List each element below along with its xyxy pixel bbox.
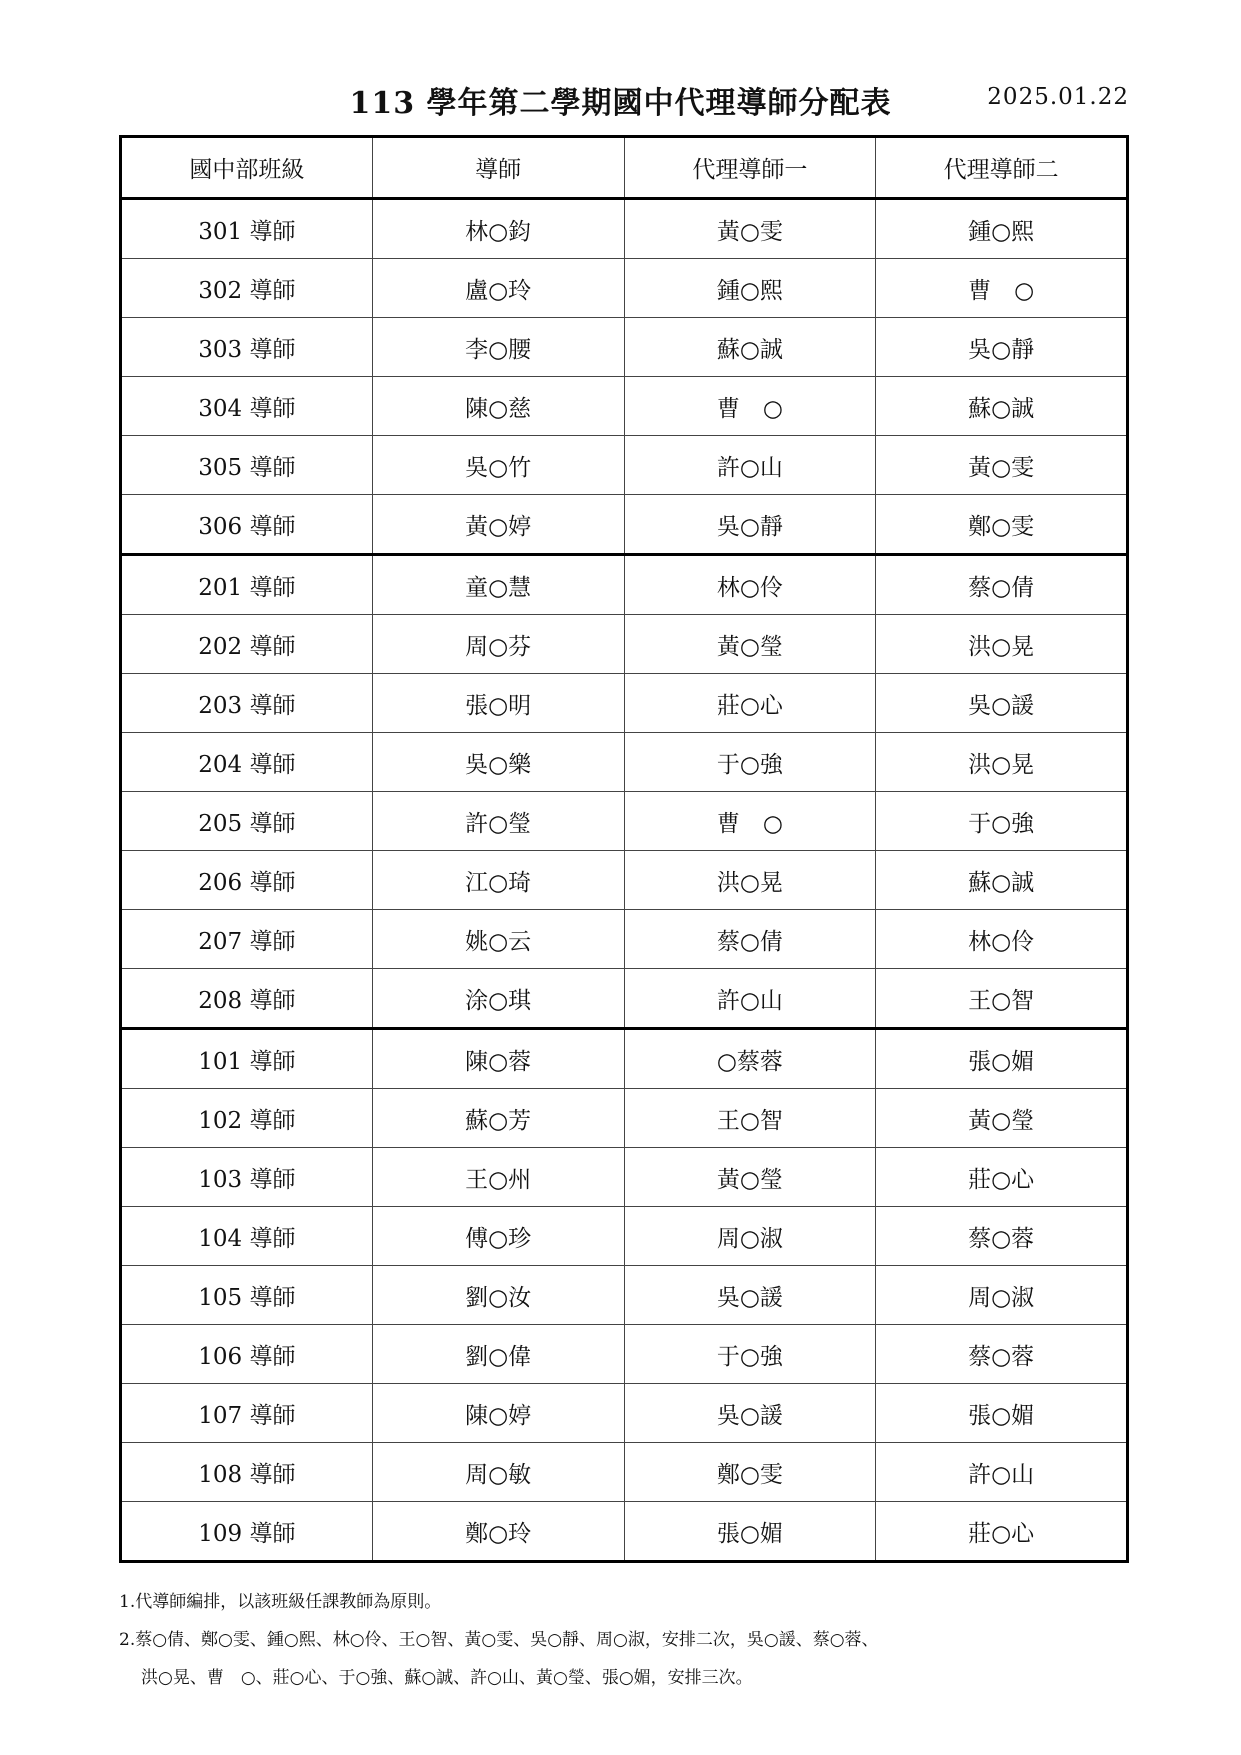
cell-teacher: 周○芬 [372, 615, 624, 674]
table-row [121, 1384, 1128, 1443]
table-row [121, 1325, 1128, 1384]
table-row [121, 377, 1128, 436]
table-row [121, 1266, 1128, 1325]
cell-substitute-two: 曹 ○ [876, 259, 1128, 318]
cell-substitute-two: 蔡○倩 [876, 555, 1128, 615]
table-row [121, 969, 1128, 1029]
cell-class: 207 導師 [121, 910, 373, 969]
cell-class: 208 導師 [121, 969, 373, 1029]
cell-class: 305 導師 [121, 436, 373, 495]
cell-substitute-one: 蘇○誠 [624, 318, 876, 377]
cell-class: 201 導師 [121, 555, 373, 615]
header-substitute-one: 代理導師一 [624, 137, 876, 199]
table-row [121, 1148, 1128, 1207]
table-row [121, 674, 1128, 733]
cell-substitute-one: 黃○瑩 [624, 615, 876, 674]
cell-class: 205 導師 [121, 792, 373, 851]
header-teacher: 導師 [372, 137, 624, 199]
cell-class: 101 導師 [121, 1029, 373, 1089]
note-2-continued: 洪○晃、曹 ○、莊○心、于○強、蘇○誠、許○山、黃○瑩、張○媚，安排三次。 [141, 1668, 753, 1688]
cell-substitute-two: 洪○晃 [876, 615, 1128, 674]
cell-teacher: 許○瑩 [372, 792, 624, 851]
cell-teacher: 李○腰 [372, 318, 624, 377]
cell-class: 303 導師 [121, 318, 373, 377]
cell-class: 103 導師 [121, 1148, 373, 1207]
cell-teacher: 鄭○玲 [372, 1502, 624, 1562]
cell-substitute-one: 吳○靜 [624, 495, 876, 555]
cell-substitute-one: 洪○晃 [624, 851, 876, 910]
table-row [121, 1207, 1128, 1266]
note-1: 1.代導師編排，以該班級任課教師為原則。 [119, 1592, 442, 1612]
cell-teacher: 盧○玲 [372, 259, 624, 318]
cell-teacher: 吳○樂 [372, 733, 624, 792]
cell-teacher: 江○琦 [372, 851, 624, 910]
cell-teacher: 姚○云 [372, 910, 624, 969]
cell-substitute-one: 鍾○熙 [624, 259, 876, 318]
cell-class: 104 導師 [121, 1207, 373, 1266]
cell-substitute-two: 莊○心 [876, 1148, 1128, 1207]
cell-class: 107 導師 [121, 1384, 373, 1443]
cell-substitute-one: 曹 ○ [624, 792, 876, 851]
table-row [121, 1089, 1128, 1148]
cell-substitute-two: 莊○心 [876, 1502, 1128, 1562]
cell-teacher: 周○敏 [372, 1443, 624, 1502]
notes [119, 1583, 1129, 1697]
cell-substitute-one: 王○智 [624, 1089, 876, 1148]
cell-class: 202 導師 [121, 615, 373, 674]
cell-teacher: 傅○珍 [372, 1207, 624, 1266]
table-row [121, 1029, 1128, 1089]
table-row [121, 851, 1128, 910]
note-2: 2.蔡○倩、鄭○雯、鍾○熙、林○伶、王○智、黃○雯、吳○靜、周○淑，安排二次，吳○諼、蔡○蓉、 [119, 1630, 879, 1650]
cell-class: 106 導師 [121, 1325, 373, 1384]
cell-class: 108 導師 [121, 1443, 373, 1502]
table-row [121, 495, 1128, 555]
cell-class: 206 導師 [121, 851, 373, 910]
cell-substitute-two: 吳○諼 [876, 674, 1128, 733]
table-row [121, 436, 1128, 495]
cell-substitute-one: 周○淑 [624, 1207, 876, 1266]
cell-substitute-two: 黃○瑩 [876, 1089, 1128, 1148]
cell-substitute-two: 張○媚 [876, 1029, 1128, 1089]
cell-class: 306 導師 [121, 495, 373, 555]
cell-substitute-one: 曹 ○ [624, 377, 876, 436]
cell-substitute-one: 于○強 [624, 733, 876, 792]
cell-class: 304 導師 [121, 377, 373, 436]
cell-substitute-two: 蘇○誠 [876, 851, 1128, 910]
table-row [121, 615, 1128, 674]
cell-teacher: 蘇○芳 [372, 1089, 624, 1148]
table-row [121, 1443, 1128, 1502]
cell-class: 105 導師 [121, 1266, 373, 1325]
cell-teacher: 涂○琪 [372, 969, 624, 1029]
cell-substitute-one: 許○山 [624, 969, 876, 1029]
cell-substitute-two: 王○智 [876, 969, 1128, 1029]
cell-substitute-two: 吳○靜 [876, 318, 1128, 377]
cell-substitute-one: 林○伶 [624, 555, 876, 615]
table-row [121, 792, 1128, 851]
cell-teacher: 劉○偉 [372, 1325, 624, 1384]
header-substitute-two: 代理導師二 [876, 137, 1128, 199]
cell-teacher: 吳○竹 [372, 436, 624, 495]
cell-class: 102 導師 [121, 1089, 373, 1148]
table-row [121, 1502, 1128, 1562]
cell-teacher: 陳○慈 [372, 377, 624, 436]
cell-substitute-one: 許○山 [624, 436, 876, 495]
table-row [121, 733, 1128, 792]
cell-teacher: 陳○蓉 [372, 1029, 624, 1089]
cell-substitute-two: 周○淑 [876, 1266, 1128, 1325]
cell-substitute-one: 于○強 [624, 1325, 876, 1384]
cell-teacher: 童○慧 [372, 555, 624, 615]
cell-teacher: 王○州 [372, 1148, 624, 1207]
cell-substitute-two: 蔡○蓉 [876, 1207, 1128, 1266]
table-row [121, 555, 1128, 615]
cell-substitute-one: 黃○瑩 [624, 1148, 876, 1207]
cell-substitute-one: 莊○心 [624, 674, 876, 733]
page-title: 113 學年第二學期國中代理導師分配表 [349, 86, 892, 121]
cell-substitute-two: 鍾○熙 [876, 199, 1128, 259]
cell-teacher: 林○鈞 [372, 199, 624, 259]
cell-substitute-two: 林○伶 [876, 910, 1128, 969]
cell-substitute-one: 吳○諼 [624, 1266, 876, 1325]
cell-class: 301 導師 [121, 199, 373, 259]
cell-substitute-two: 于○強 [876, 792, 1128, 851]
cell-substitute-one: ○蔡蓉 [624, 1029, 876, 1089]
table-row [121, 318, 1128, 377]
table-header-row [121, 137, 1128, 199]
table-body [121, 199, 1128, 1562]
cell-class: 109 導師 [121, 1502, 373, 1562]
cell-substitute-one: 黃○雯 [624, 199, 876, 259]
table-row [121, 199, 1128, 259]
cell-substitute-one: 吳○諼 [624, 1384, 876, 1443]
header-class: 國中部班級 [121, 137, 373, 199]
table-row [121, 910, 1128, 969]
cell-substitute-two: 洪○晃 [876, 733, 1128, 792]
substitute-teacher-table [119, 135, 1129, 1563]
cell-substitute-two: 鄭○雯 [876, 495, 1128, 555]
cell-substitute-two: 蘇○誠 [876, 377, 1128, 436]
cell-substitute-two: 黃○雯 [876, 436, 1128, 495]
cell-substitute-one: 蔡○倩 [624, 910, 876, 969]
cell-class: 302 導師 [121, 259, 373, 318]
cell-class: 204 導師 [121, 733, 373, 792]
cell-class: 203 導師 [121, 674, 373, 733]
table-row [121, 259, 1128, 318]
cell-substitute-two: 張○媚 [876, 1384, 1128, 1443]
cell-teacher: 黃○婷 [372, 495, 624, 555]
cell-substitute-one: 鄭○雯 [624, 1443, 876, 1502]
document-date: 2025.01.22 [987, 84, 1129, 110]
cell-teacher: 張○明 [372, 674, 624, 733]
cell-substitute-one: 張○媚 [624, 1502, 876, 1562]
cell-substitute-two: 蔡○蓉 [876, 1325, 1128, 1384]
cell-teacher: 劉○汝 [372, 1266, 624, 1325]
cell-substitute-two: 許○山 [876, 1443, 1128, 1502]
cell-teacher: 陳○婷 [372, 1384, 624, 1443]
